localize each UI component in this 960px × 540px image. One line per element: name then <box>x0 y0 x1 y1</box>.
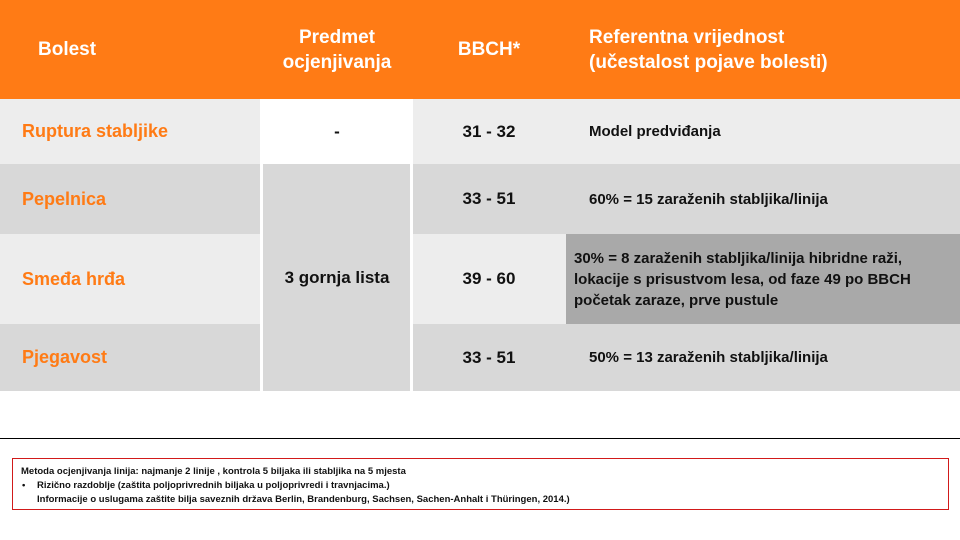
header-bbch-label: BBCH* <box>457 39 521 60</box>
row-1-subject-label: - <box>334 121 340 141</box>
divider-line <box>0 438 960 439</box>
row-1-bbch <box>412 99 566 164</box>
merged-subject-label: 3 gornja lista <box>284 267 390 287</box>
header-subject-line2: ocjenjivanja <box>282 51 392 73</box>
row-3-reference-line3: početak zaraze, prve pustule <box>574 291 779 309</box>
row-2-disease <box>0 164 262 234</box>
footnote-box <box>12 458 949 510</box>
footnote-bullet-row <box>21 479 948 493</box>
header-reference <box>589 0 949 99</box>
column-divider-2 <box>410 99 413 391</box>
row-2-disease-label: Pepelnica <box>22 188 107 209</box>
row-4-disease <box>0 324 262 391</box>
row-3-reference <box>566 234 960 324</box>
row-3-bbch <box>412 234 566 324</box>
row-1-subject <box>262 99 412 164</box>
column-divider-1 <box>260 99 263 391</box>
row-3-disease <box>0 234 262 324</box>
row-1-bbch-label: 31 - 32 <box>462 121 516 141</box>
row-4-disease-label: Pjegavost <box>22 347 108 367</box>
header-reference-line2: (učestalost pojave bolesti) <box>589 51 828 73</box>
header-disease <box>38 0 238 99</box>
row-1-disease <box>0 99 262 164</box>
row-3-bbch-label: 39 - 60 <box>462 269 516 288</box>
header-subject <box>262 0 412 99</box>
row-4-reference-label: 50% = 13 zaraženih stabljika/linija <box>589 349 828 366</box>
header-bbch <box>412 0 566 99</box>
row-3-reference-line2: lokacije s prisustvom lesa, od faze 49 po BBCH <box>574 270 911 288</box>
footnote-line-3: Informacije o uslugama zaštite bilja saveznih država Berlin, Brandenburg, Sachsen, Sachen-Anhalt i Thüringen, 2014.) <box>37 494 570 505</box>
footnote-line-2: Rizično razdoblje (zaštita poljoprivrednih biljaka u poljoprivredi i travnjacima.) <box>37 480 390 491</box>
row-4-reference <box>566 324 960 391</box>
header-subject-line1: Predmet <box>298 26 376 48</box>
header-reference-line1: Referentna vrijednost <box>589 26 785 48</box>
row-2-bbch-label: 33 - 51 <box>462 189 516 208</box>
row-1-disease-label: Ruptura stabljike <box>22 121 169 141</box>
footnote-line-1: Metoda ocjenjivanja linija: najmanje 2 linije , kontrola 5 biljaka ili stabljika na 5 mjesta <box>21 466 406 477</box>
row-1-reference-label: Model predviđanja <box>589 123 721 140</box>
row-1-reference <box>566 99 960 164</box>
row-4-bbch-label: 33 - 51 <box>462 347 516 367</box>
footnote-bullet: • <box>22 480 26 491</box>
header-disease-label: Bolest <box>38 39 97 60</box>
row-2-bbch <box>412 164 566 234</box>
row-4-bbch <box>412 324 566 391</box>
merged-subject <box>262 164 412 391</box>
row-2-reference <box>566 164 960 234</box>
row-2-reference-label: 60% = 15 zaraženih stabljika/linija <box>589 190 828 208</box>
row-3-reference-line1: 30% = 8 zaraženih stabljika/linija hibridne raži, <box>574 249 903 267</box>
row-3-disease-label: Smeđa hrđa <box>22 268 126 289</box>
